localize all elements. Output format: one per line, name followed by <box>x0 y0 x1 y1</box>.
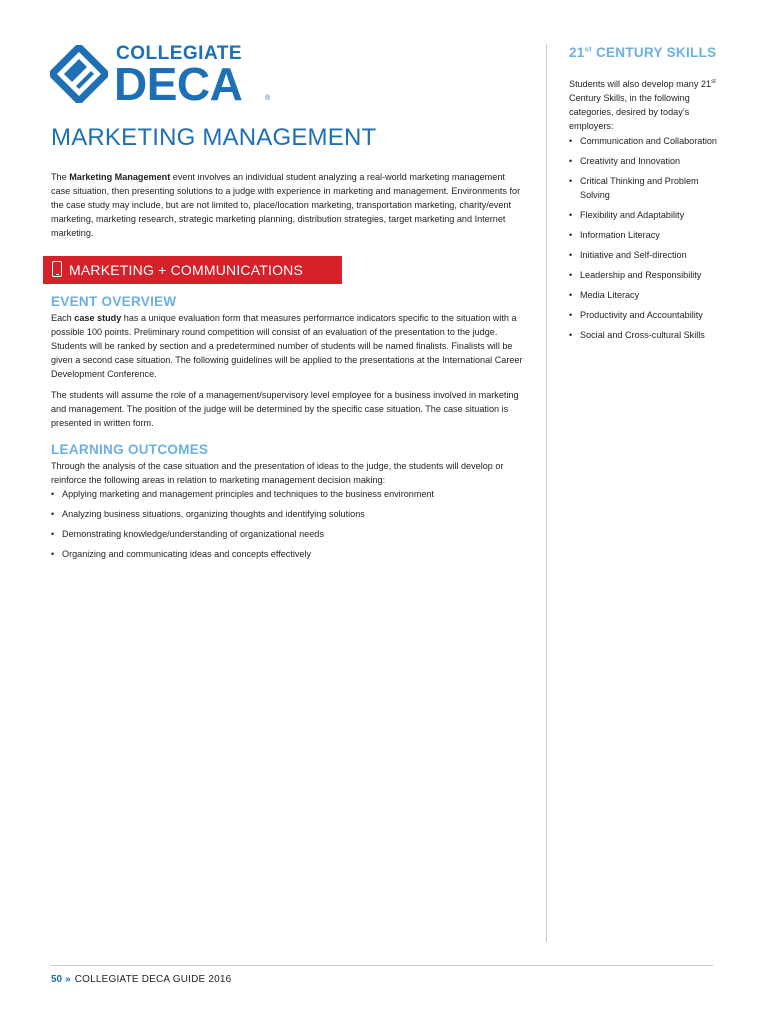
heading-text: CENTURY SKILLS <box>591 45 717 60</box>
logo-collegiate-text: COLLEGIATE <box>116 43 243 64</box>
logo-deca-text: DECA <box>114 58 243 110</box>
event-overview-heading: EVENT OVERVIEW <box>51 294 177 309</box>
learning-outcomes-heading: LEARNING OUTCOMES <box>51 442 209 457</box>
role-paragraph: The students will assume the role of a management/supervisory level employee for a business involved in marketing and management. The position of the judge will be determined by the specific case situation. The case situation is presented in written form. <box>51 390 519 428</box>
overview-text-rest: has a unique evaluation form that measures performance indicators specific to the situation with a possible 100 points. Preliminary round competition will consist of an evaluation of the presentation to the judge. Students will be ranked by section and a predetermined number of students will be named finalists. Finalists will be given a second case situation. The following guidelines will be applied to the presentations at the International Career Development Conference. <box>51 313 523 379</box>
career-cluster-label: MARKETING + COMMUNICATIONS <box>69 262 304 278</box>
list-item: • Organizing and communicating ideas and concepts effectively <box>51 547 526 561</box>
list-item: • Flexibility and Adaptability <box>569 208 729 222</box>
learning-outcomes-intro: Through the analysis of the case situation and the presentation of ideas to the judge, the students will develop or reinforce the following areas in relation to marketing management decision making: <box>51 461 504 485</box>
overview-text: Each <box>51 313 75 323</box>
intro-text: Students will also develop many <box>569 79 701 89</box>
list-item: • Productivity and Accountability <box>569 308 729 322</box>
guide-title: COLLEGIATE DECA GUIDE 2016 <box>74 974 232 985</box>
page-title: MARKETING MANAGEMENT <box>51 124 377 151</box>
learning-outcomes-list <box>51 487 526 567</box>
century-skills-intro <box>569 77 729 133</box>
deca-diamond-icon <box>50 45 108 103</box>
intro-superscript: st <box>711 78 716 85</box>
century-skills-heading <box>569 46 716 61</box>
column-divider <box>546 44 547 942</box>
collegiate-deca-logo <box>50 44 290 108</box>
event-name-bold: Marketing Management <box>69 172 171 182</box>
event-overview-paragraph <box>51 311 526 381</box>
event-description <box>51 170 526 240</box>
intro-text: The <box>51 172 70 182</box>
page-footer <box>51 974 231 985</box>
list-item: • Creativity and Innovation <box>569 154 729 168</box>
list-item: • Media Literacy <box>569 288 729 302</box>
logo-trademark: ® <box>265 95 271 102</box>
intro-number: 21 <box>700 79 712 89</box>
list-item: • Demonstrating knowledge/understanding of organizational needs <box>51 527 526 541</box>
list-item: • Communication and Collaboration <box>569 134 729 148</box>
list-item: • Information Literacy <box>569 228 729 242</box>
phone-icon <box>52 261 62 277</box>
list-item: • Social and Cross-cultural Skills <box>569 328 729 342</box>
list-item: • Leadership and Responsibility <box>569 268 729 282</box>
list-item: • Initiative and Self-direction <box>569 248 729 262</box>
intro-text-rest: Century Skills, in the following categories, desired by today’s employers: <box>569 93 690 131</box>
footer-rule <box>51 965 713 966</box>
century-skills-list <box>569 134 729 348</box>
case-study-bold: case study <box>74 313 122 323</box>
heading-superscript: st <box>584 44 592 54</box>
chevron-icon: » <box>65 974 71 985</box>
list-item: • Critical Thinking and Problem Solving <box>569 174 729 202</box>
list-item: • Applying marketing and management principles and techniques to the business environment <box>51 487 526 501</box>
heading-number: 21 <box>569 45 585 60</box>
page-number: 50 <box>51 974 63 985</box>
career-cluster-banner <box>43 256 342 284</box>
intro-text-rest: event involves an individual student analyzing a real-world marketing management case situation, then presenting solutions to a judge with experience in marketing and management. Environments for the case study may include, but are not limited to, place/location marketing, transportation marketing, charity/event marketing, marketing research, strategic marketing planning, distribution strategies, target marketing and Internet marketing. <box>51 172 521 238</box>
list-item: • Analyzing business situations, organizing thoughts and identifying solutions <box>51 507 526 521</box>
